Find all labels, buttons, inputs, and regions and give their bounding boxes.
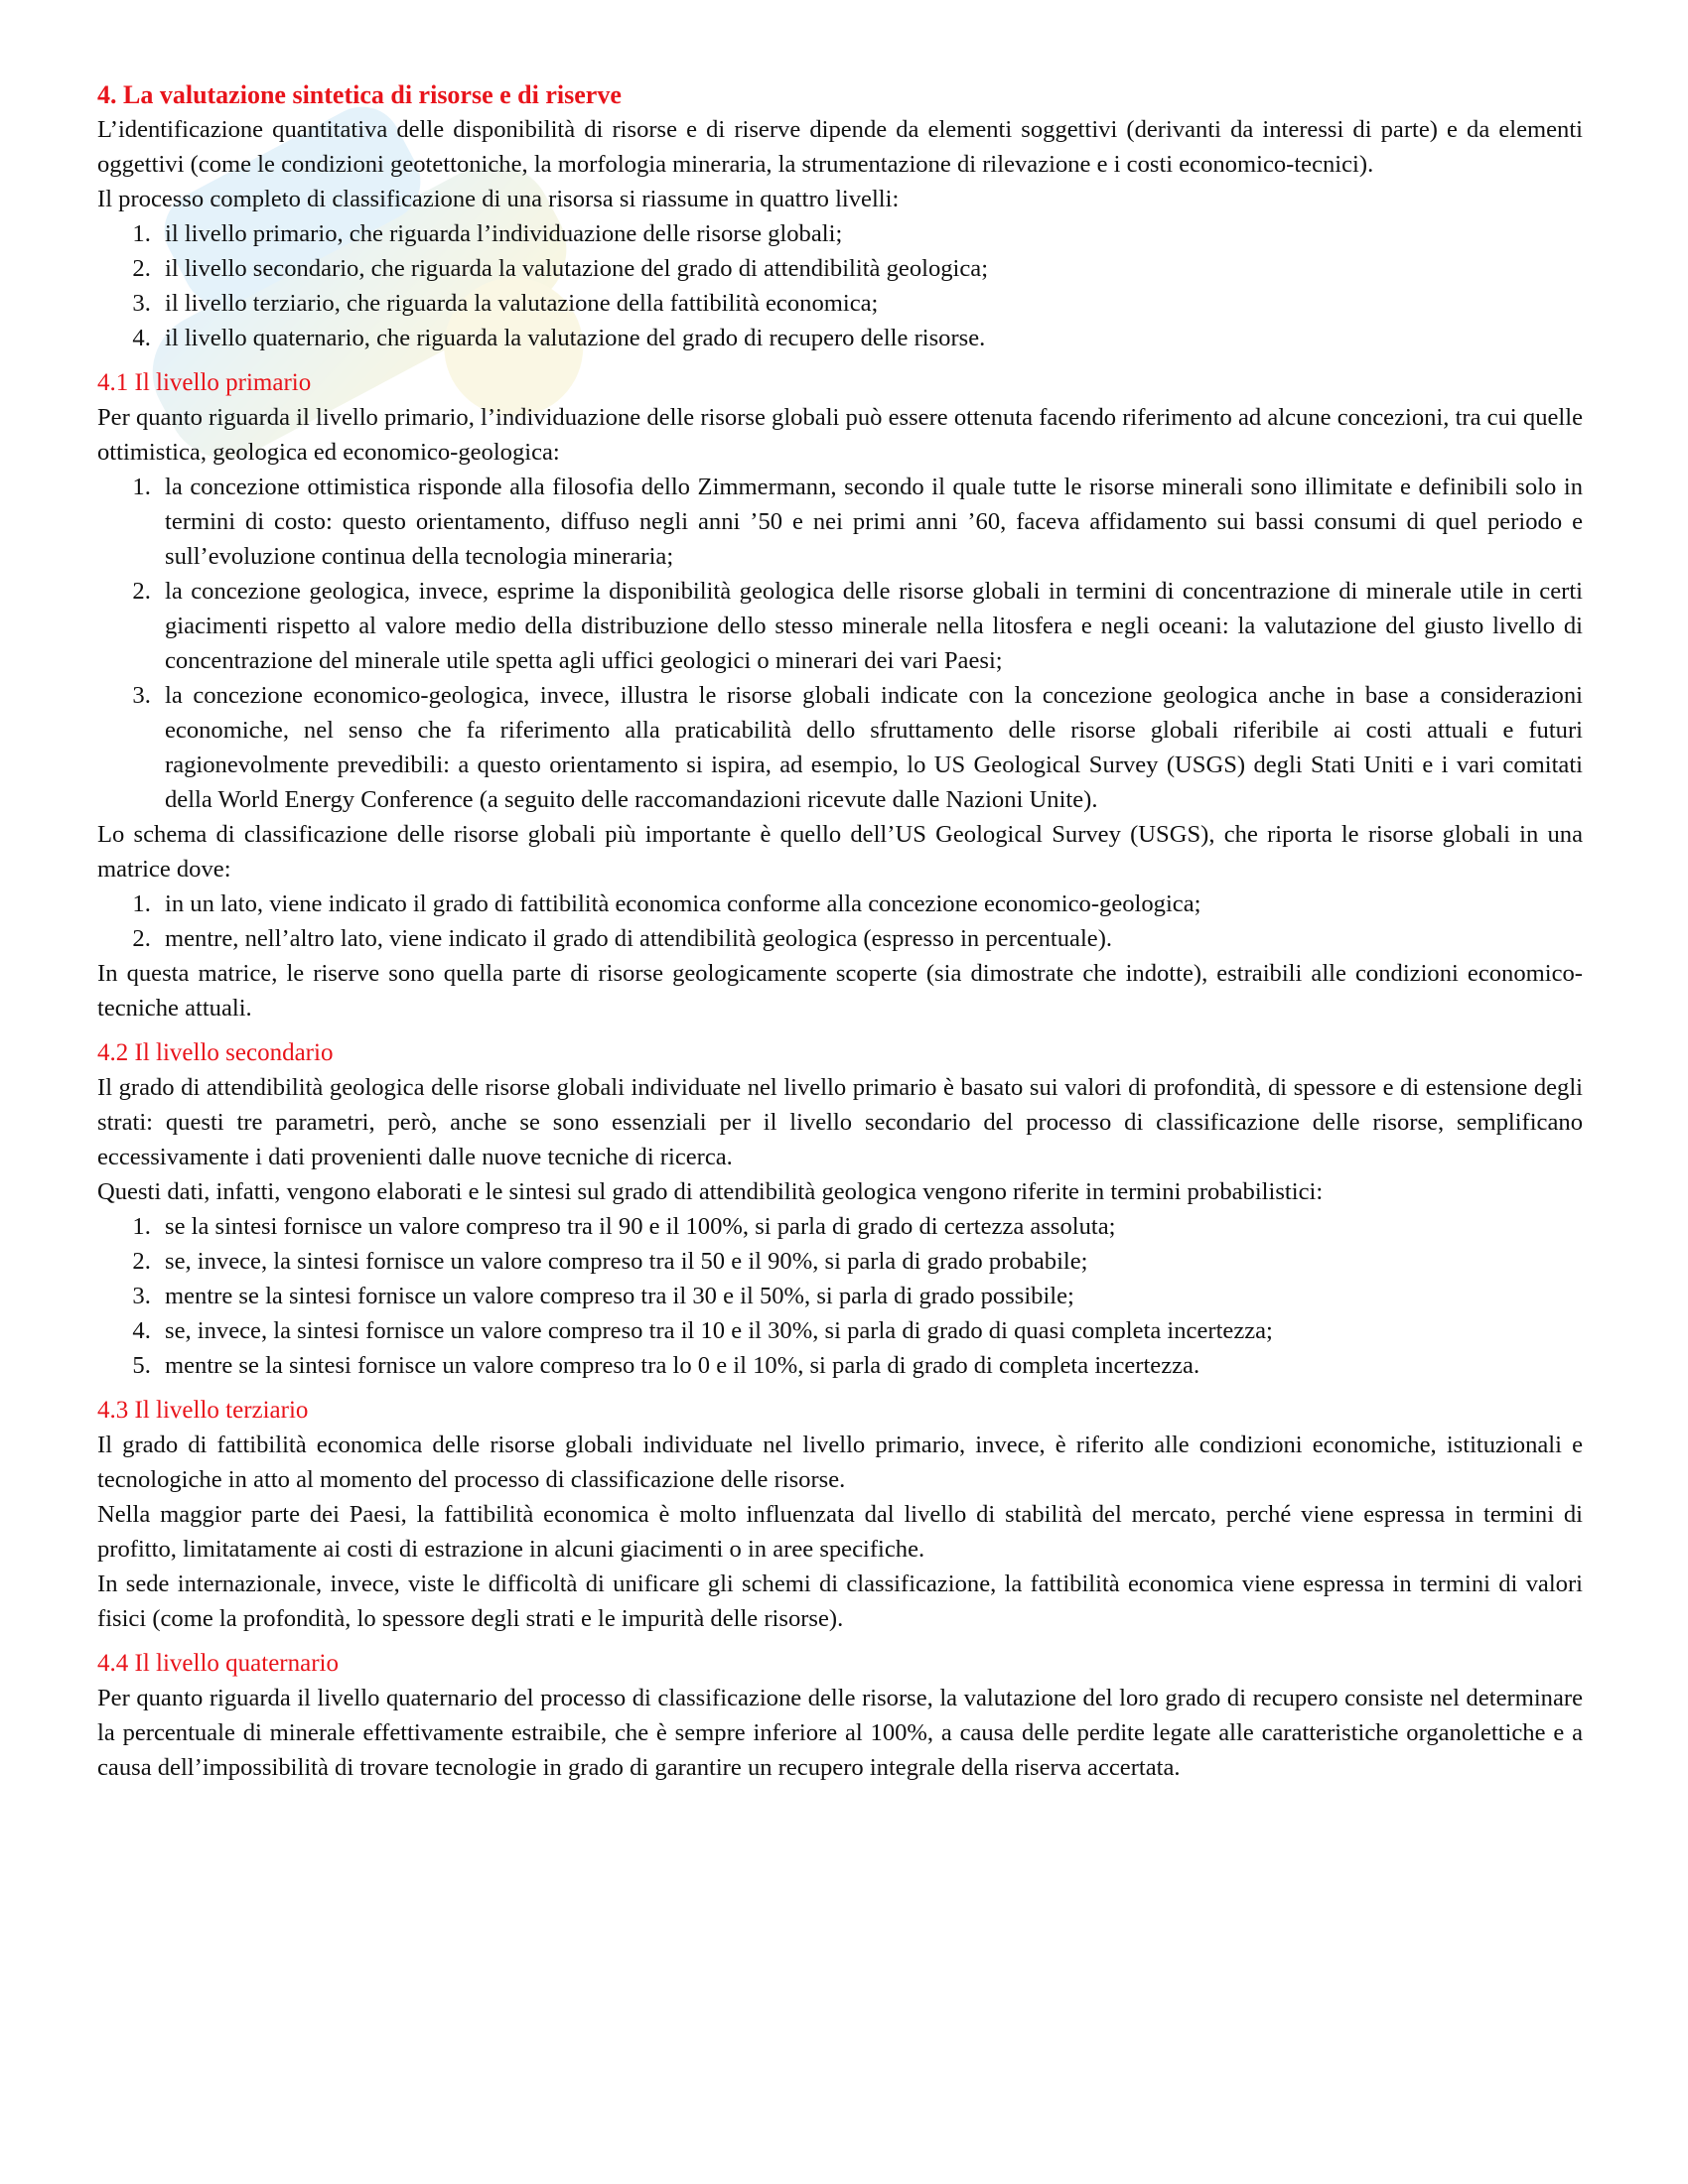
section-4-2-title: 4.2 Il livello secondario bbox=[97, 1039, 334, 1066]
section-4-1-title: 4.1 Il livello primario bbox=[97, 369, 312, 396]
concezioni-list bbox=[97, 470, 1583, 817]
document-page bbox=[97, 77, 1583, 1785]
list-item: 5. mentre se la sintesi fornisce un valore compreso tra lo 0 e il 10%, si parla di grado di completa incertezza. bbox=[157, 1348, 1583, 1383]
section-4-paragraph-2: Il processo completo di classificazione di una risorsa si riassume in quattro livelli: bbox=[97, 186, 900, 212]
list-item: 3. la concezione economico-geologica, invece, illustra le risorse globali indicate con la concezione geologica anche in base a considerazioni economiche, nel senso che fa riferimento alla praticabilità dello sfruttamento delle risorse globali riferibile ai costi attuali e futuri ragionevolmente prevedibili: a questo orientamento si ispira, ad esempio, lo US Geological Survey (USGS) degli Stati Uniti e i vari comitati della World Energy Conference (a seguito delle raccomandazioni ricevute dalle Nazioni Unite). bbox=[157, 678, 1583, 817]
section-4-2-paragraph-1: Il grado di attendibilità geologica delle risorse globali individuate nel livello primario è basato sui valori di profondità, di spessore e di estensione degli strati: questi tre parametri, però, anche se sono essenziali per il livello secondario del processo di classificazione delle risorse, semplificano eccessivamente i dati provenienti dalle nuove tecniche di ricerca. bbox=[97, 1074, 1583, 1170]
list-item: 1. il livello primario, che riguarda l’individuazione delle risorse globali; bbox=[157, 216, 1583, 251]
section-4-title: 4. La valutazione sintetica di risorse e di riserve bbox=[97, 80, 622, 109]
section-4-3-paragraph-1: Il grado di fattibilità economica delle risorse globali individuate nel livello primario, invece, è riferito alle condizioni economiche, istituzionali e tecnologiche in atto al momento del processo di classificazione delle risorse. bbox=[97, 1432, 1583, 1493]
section-4-3-title: 4.3 Il livello terziario bbox=[97, 1397, 309, 1424]
list-item: 4. se, invece, la sintesi fornisce un valore compreso tra il 10 e il 30%, si parla di grado di quasi completa incertezza; bbox=[157, 1313, 1583, 1348]
section-4-paragraph-1: L’identificazione quantitativa delle disponibilità di risorse e di riserve dipende da elementi soggettivi (derivanti da interessi di parte) e da elementi oggettivi (come le condizioni geotettoniche, la morfologia mineraria, la strumentazione di rilevazione e i costi economico-tecnici). bbox=[97, 116, 1583, 178]
section-4-1-paragraph-1: Per quanto riguarda il livello primario, l’individuazione delle risorse globali può essere ottenuta facendo riferimento ad alcune concezioni, tra cui quelle ottimistica, geologica ed economico-geologica: bbox=[97, 404, 1583, 466]
matrice-list bbox=[97, 887, 1583, 956]
gradi-list bbox=[97, 1209, 1583, 1383]
section-4-4-title: 4.4 Il livello quaternario bbox=[97, 1650, 339, 1677]
list-item: 1. se la sintesi fornisce un valore compreso tra il 90 e il 100%, si parla di grado di certezza assoluta; bbox=[157, 1209, 1583, 1244]
list-item: 3. il livello terziario, che riguarda la valutazione della fattibilità economica; bbox=[157, 286, 1583, 321]
levels-list bbox=[97, 216, 1583, 355]
list-item: 2. il livello secondario, che riguarda la valutazione del grado di attendibilità geologica; bbox=[157, 251, 1583, 286]
list-item: 2. mentre, nell’altro lato, viene indicato il grado di attendibilità geologica (espresso in percentuale). bbox=[157, 921, 1583, 956]
list-item: 2. se, invece, la sintesi fornisce un valore compreso tra il 50 e il 90%, si parla di grado probabile; bbox=[157, 1244, 1583, 1279]
list-item: 1. in un lato, viene indicato il grado di fattibilità economica conforme alla concezione economico-geologica; bbox=[157, 887, 1583, 921]
list-item: 1. la concezione ottimistica risponde alla filosofia dello Zimmermann, secondo il quale tutte le risorse minerali sono illimitate e definibili solo in termini di costo: questo orientamento, diffuso negli anni ’50 e nei primi anni ’60, faceva affidamento sui bassi consumi di quel periodo e sull’evoluzione continua della tecnologia mineraria; bbox=[157, 470, 1583, 574]
list-item: 4. il livello quaternario, che riguarda la valutazione del grado di recupero delle risorse. bbox=[157, 321, 1583, 355]
list-item: 2. la concezione geologica, invece, esprime la disponibilità geologica delle risorse globali in termini di concentrazione di minerale utile in certi giacimenti rispetto al valore medio della distribuzione dello stesso minerale nella litosfera e negli oceani: la valutazione del giusto livello di concentrazione del minerale utile spetta agli uffici geologici o minerari dei vari Paesi; bbox=[157, 574, 1583, 678]
section-4-3-paragraph-2: Nella maggior parte dei Paesi, la fattibilità economica è molto influenzata dal livello di stabilità del mercato, perché viene espressa in termini di profitto, limitatamente ai costi di estrazione in alcuni giacimenti o in aree specifiche. bbox=[97, 1501, 1583, 1563]
section-4-1-paragraph-2: Lo schema di classificazione delle risorse globali più importante è quello dell’US Geological Survey (USGS), che riporta le risorse globali in una matrice dove: bbox=[97, 821, 1583, 883]
section-4-1-paragraph-3: In questa matrice, le riserve sono quella parte di risorse geologicamente scoperte (sia dimostrate che indotte), estraibili alle condizioni economico-tecniche attuali. bbox=[97, 960, 1583, 1022]
section-4-2-paragraph-2: Questi dati, infatti, vengono elaborati e le sintesi sul grado di attendibilità geologica vengono riferite in termini probabilistici: bbox=[97, 1178, 1324, 1205]
section-4-3-paragraph-3: In sede internazionale, invece, viste le difficoltà di unificare gli schemi di classificazione, la fattibilità economica viene espressa in termini di valori fisici (come la profondità, lo spessore degli strati e le impurità delle risorse). bbox=[97, 1570, 1583, 1632]
section-4-4-paragraph-1: Per quanto riguarda il livello quaternario del processo di classificazione delle risorse, la valutazione del loro grado di recupero consiste nel determinare la percentuale di minerale effettivamente estraibile, che è sempre inferiore al 100%, a causa delle perdite legate alle caratteristiche organolettiche e a causa dell’impossibilità di trovare tecnologie in grado di garantire un recupero integrale della riserva accertata. bbox=[97, 1685, 1583, 1781]
list-item: 3. mentre se la sintesi fornisce un valore compreso tra il 30 e il 50%, si parla di grado possibile; bbox=[157, 1279, 1583, 1313]
